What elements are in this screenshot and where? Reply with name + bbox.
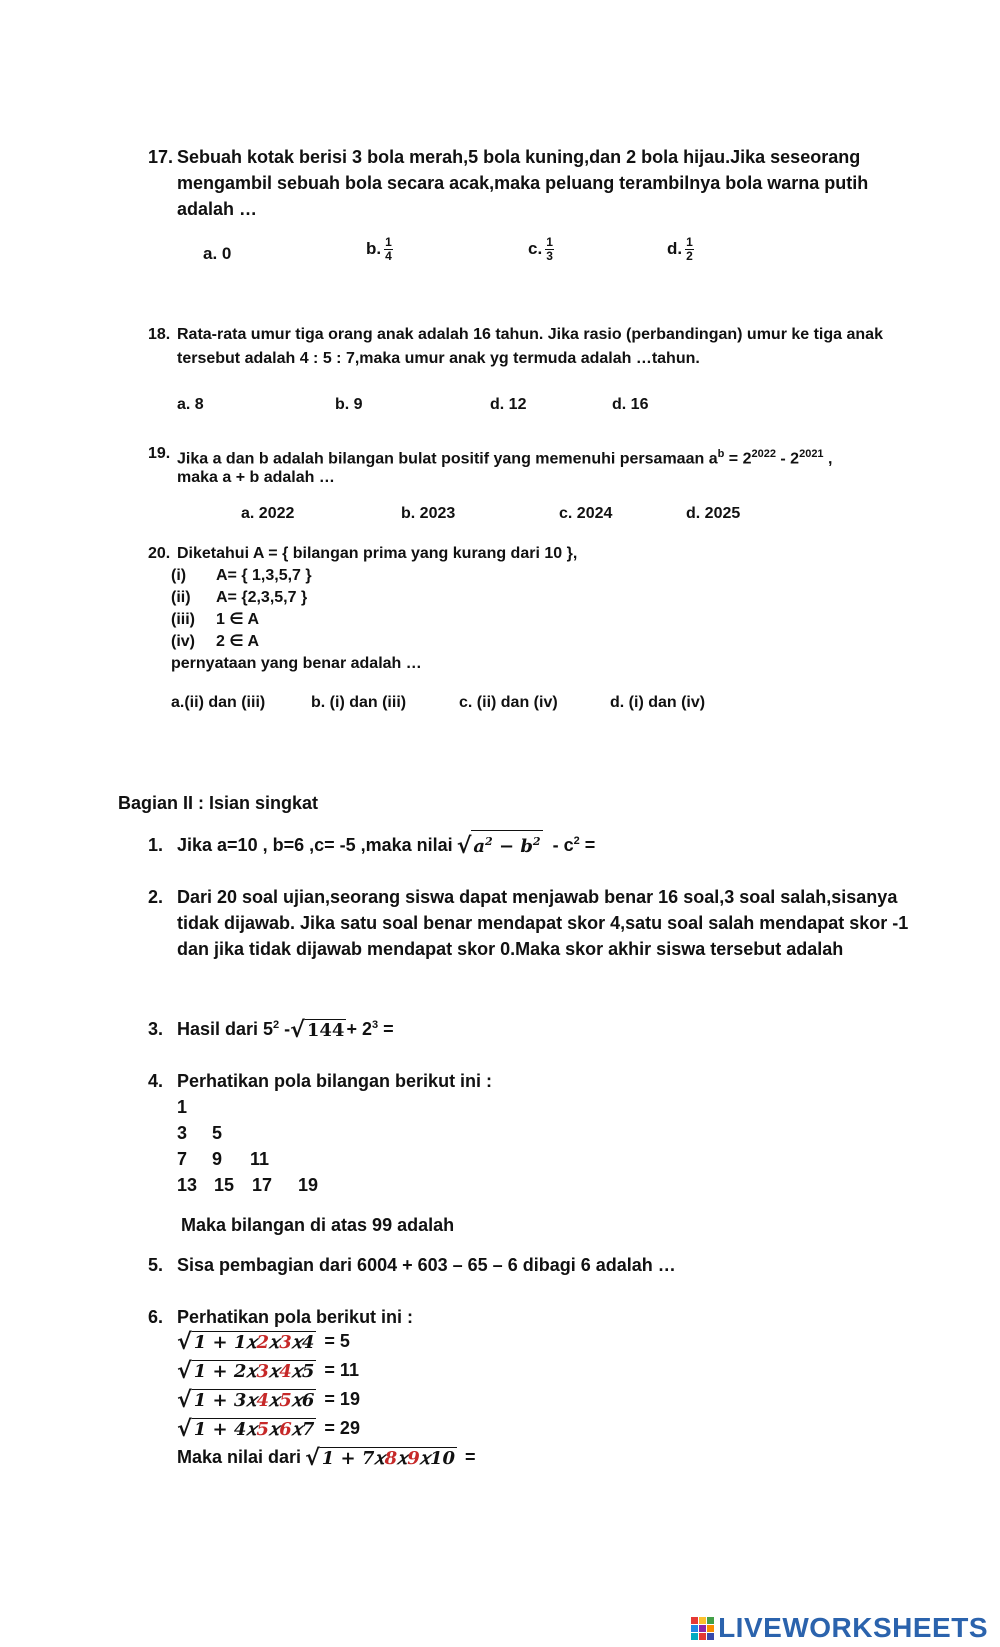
option-a: a. 8 (177, 396, 204, 413)
option-a: a. 2022 (241, 505, 295, 522)
pattern-number: 17 (252, 1175, 273, 1195)
square-root: √ 1 + 1𝑥2𝑥3𝑥4 (177, 1330, 315, 1355)
statement-roman: (i) (171, 567, 187, 584)
pattern-number: 19 (298, 1175, 319, 1195)
question-number: 6. (148, 1307, 164, 1327)
pattern-row: √ 1 + 1𝑥2𝑥3𝑥4 = 5 (177, 1330, 350, 1355)
question-text-line: tersebut adalah 4 : 5 : 7,maka umur anak yg termuda adalah …tahun. (177, 350, 700, 367)
statement-text: A= { 1,3,5,7 } (216, 567, 312, 584)
question-text-line: Sisa pembagian dari 6004 + 603 – 65 – 6 dibagi 6 adalah … (177, 1255, 676, 1275)
question-footer: Maka bilangan di atas 99 adalah (181, 1215, 455, 1235)
question-text-line: Dari 20 soal ujian,seorang siswa dapat menjawab benar 16 soal,3 soal salah,sisanya (177, 887, 898, 907)
section-heading: Bagian II : Isian singkat (118, 793, 319, 813)
statement-text: 2 ∈ A (216, 633, 260, 650)
option-d: d. 16 (612, 396, 649, 413)
statement-roman: (ii) (171, 589, 191, 606)
question-text-line: mengambil sebuah bola secara acak,maka peluang terambilnya bola warna putih (177, 173, 869, 193)
question-text-line: Rata-rata umur tiga orang anak adalah 16 tahun. Jika rasio (perbandingan) umur ke tiga anak (177, 326, 883, 343)
square-root: √ $a^2 - b^2$ (457, 830, 543, 858)
pattern-row: √ 1 + 2𝑥3𝑥4𝑥5 = 11 (177, 1359, 359, 1384)
square-root: √ 1 + 4𝑥5𝑥6𝑥7 (177, 1417, 315, 1442)
option-a: a.(ii) dan (iii) (171, 694, 266, 711)
pattern-number: 9 (212, 1149, 223, 1169)
option-c: d. 12 (490, 396, 527, 413)
question-text-line: Diketahui A = { bilangan prima yang kurang dari 10 }, (177, 545, 578, 562)
logo-grid-icon (691, 1617, 714, 1640)
option-b: b. 2023 (401, 505, 456, 522)
question-text-line: Jika a=10 , b=6 ,c= -5 ,maka nilai √ $a^2 - b^2$ - $c^2$ = (177, 828, 595, 858)
question-text-line: maka a + b adalah … (177, 469, 335, 486)
square-root: √ 1 + 2𝑥3𝑥4𝑥5 (177, 1359, 315, 1384)
pattern-number: 7 (177, 1149, 188, 1169)
question-number: 5. (148, 1255, 164, 1275)
fraction: $\frac{1}{3}$ (546, 235, 553, 263)
question-number: 1. (148, 835, 164, 855)
pattern-number: 3 (177, 1123, 188, 1143)
pattern-number: 11 (250, 1149, 270, 1169)
fraction: $\frac{1}{2}$ (686, 235, 693, 263)
square-root: √ 144 (290, 1018, 345, 1043)
option-c: c. $\frac{1}{3}$ (528, 235, 553, 263)
question-text-line: Perhatikan pola bilangan berikut ini : (177, 1071, 493, 1091)
question-text-line: Perhatikan pola berikut ini : (177, 1307, 414, 1327)
square-root: √ 1 + 7𝑥8𝑥9𝑥10 (305, 1446, 455, 1471)
question-number: 18. (148, 326, 171, 343)
question-number: 2. (148, 887, 164, 907)
pattern-number: 5 (212, 1123, 223, 1143)
question-number: 19. (148, 445, 171, 462)
pattern-row: √ 1 + 3𝑥4𝑥5𝑥6 = 19 (177, 1388, 360, 1413)
statement-text: 1 ∈ A (216, 611, 260, 628)
option-c: c. (ii) dan (iv) (459, 694, 558, 711)
fraction: $\frac{1}{4}$ (385, 235, 392, 263)
question-number: 20. (148, 545, 171, 562)
question-text-line: adalah … (177, 199, 258, 219)
option-d: d. $\frac{1}{2}$ (667, 235, 693, 263)
logo-text: LIVEWORKSHEETS (718, 1612, 988, 1643)
question-number: 4. (148, 1071, 164, 1091)
option-b: b. $\frac{1}{4}$ (366, 235, 392, 263)
question-text-line: Jika a dan b adalah bilangan bulat positif yang memenuhi persamaan $a^b = 2^{2022} - 2^{2021}$ , (177, 448, 833, 468)
statement-text: A= {2,3,5,7 } (216, 589, 308, 606)
question-number: 17. (148, 147, 174, 167)
option-c: c. 2024 (559, 505, 613, 522)
option-a: a. 0 (203, 244, 232, 263)
question-number: 3. (148, 1019, 164, 1039)
statement-roman: (iv) (171, 633, 195, 650)
statement-roman: (iii) (171, 611, 195, 628)
question-text-line: Sebuah kotak berisi 3 bola merah,5 bola kuning,dan 2 bola hijau.Jika seseorang (177, 147, 861, 167)
question-text-line: dan jika tidak dijawab mendapat skor 0.Maka skor akhir siswa tersebut adalah (177, 939, 844, 959)
option-d: d. (i) dan (iv) (610, 694, 706, 711)
question-text-line: tidak dijawab. Jika satu soal benar mendapat skor 4,satu soal salah mendapat skor -1 (177, 913, 909, 933)
option-b: b. (i) dan (iii) (311, 694, 407, 711)
final-question: Maka nilai dari √ 1 + 7𝑥8𝑥9𝑥10 = (177, 1446, 476, 1471)
pattern-number: 13 (177, 1175, 198, 1195)
option-d: d. 2025 (686, 505, 741, 522)
liveworksheets-logo (691, 1612, 988, 1644)
pattern-row: √ 1 + 4𝑥5𝑥6𝑥7 = 29 (177, 1417, 360, 1442)
pattern-number: 1 (177, 1097, 188, 1117)
option-b: b. 9 (335, 396, 363, 413)
pattern-number: 15 (214, 1175, 235, 1195)
question-footer: pernyataan yang benar adalah … (171, 655, 422, 672)
square-root: √ 1 + 3𝑥4𝑥5𝑥6 (177, 1388, 315, 1413)
question-text-line: Hasil dari $5^2$ - √ 144 + $2^3$ = (177, 1018, 394, 1043)
